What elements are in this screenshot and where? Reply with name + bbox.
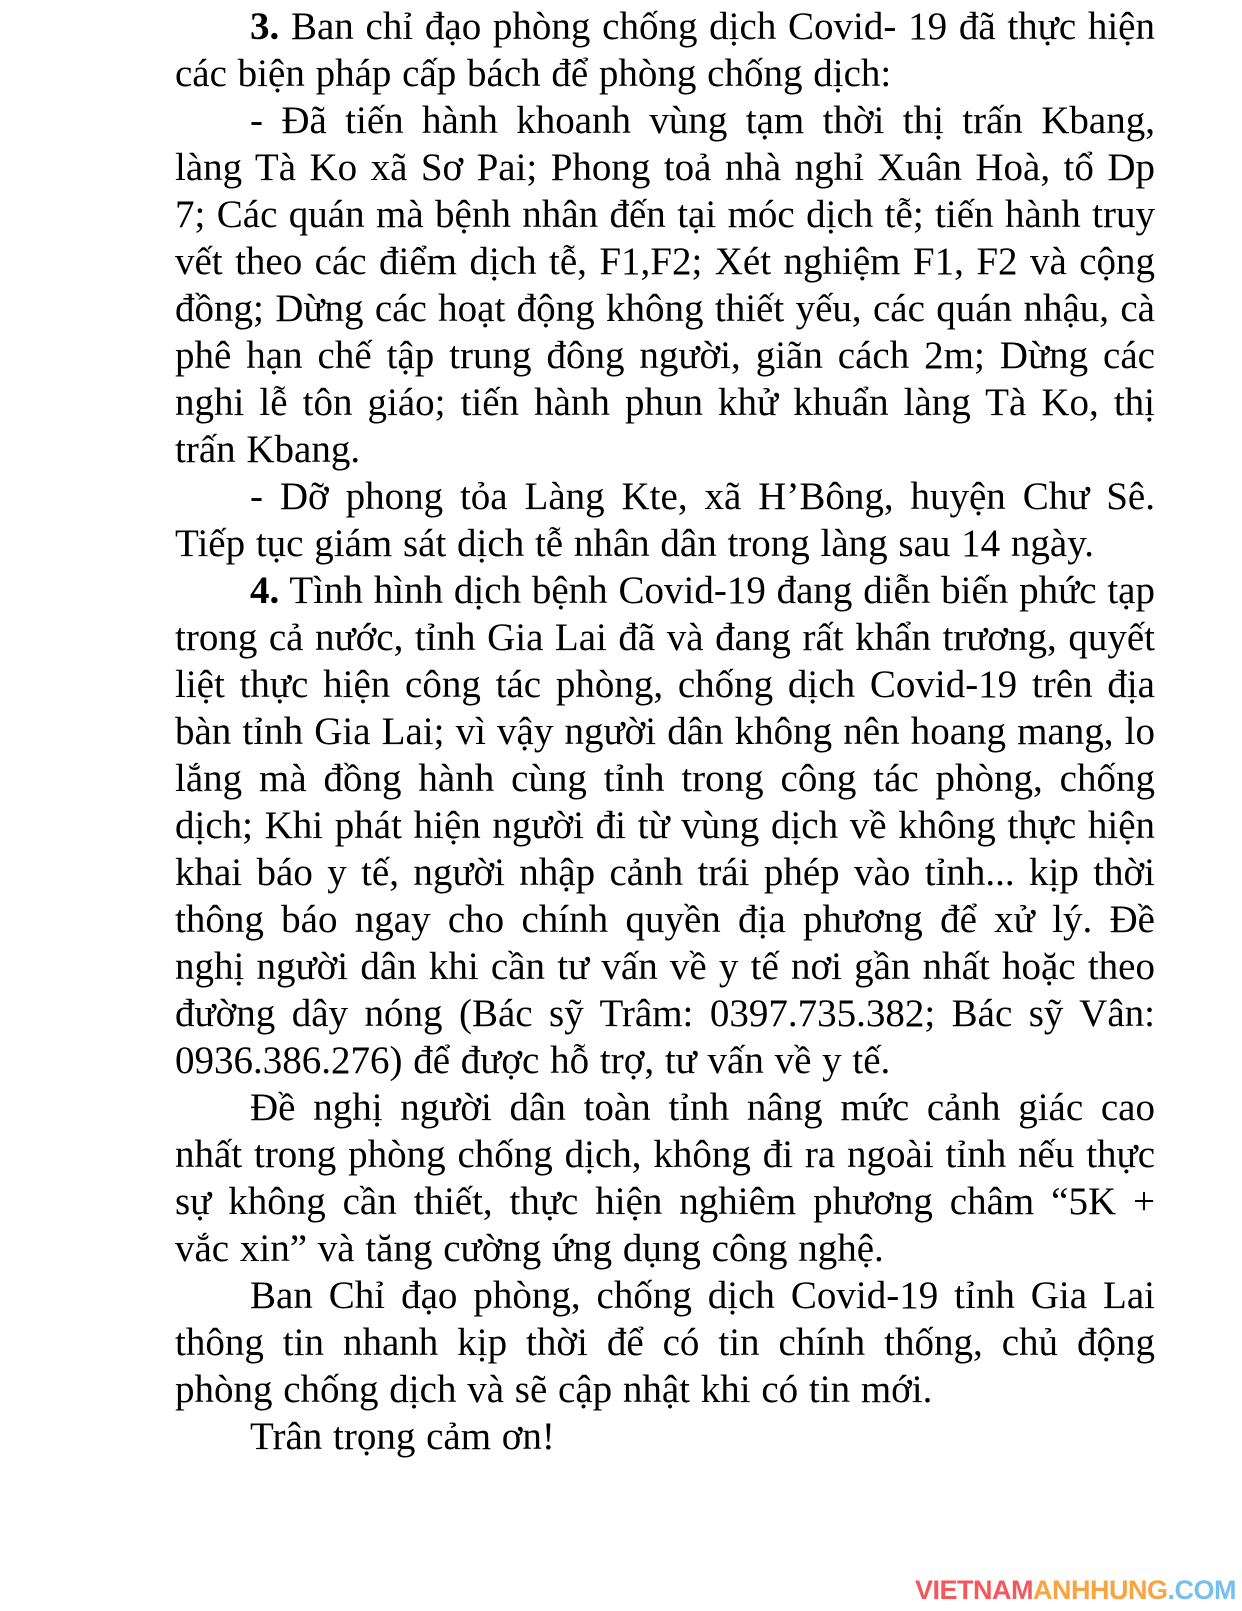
paragraph — [175, 97, 1155, 473]
paragraph — [175, 3, 1155, 97]
paragraph-text: Trân trọng cảm ơn! — [250, 1415, 555, 1458]
paragraph — [175, 567, 1155, 1084]
paragraph — [175, 1272, 1155, 1413]
watermark-com: .COM — [1167, 1575, 1236, 1605]
paragraph-text: Đề nghị người dân toàn tỉnh nâng mức cảnh giác cao nhất trong phòng chống dịch, không đi ra ngoài tỉnh nếu thực sự không cần thiết, thực hiện nghiêm phương châm “5K + vắc xin” và tăng cường ứng dụng công nghệ. — [175, 1086, 1155, 1270]
document-body — [175, 3, 1155, 1460]
paragraph — [175, 1413, 1155, 1460]
paragraph-number: 3. — [250, 5, 280, 48]
paragraph-text: - Đã tiến hành khoanh vùng tạm thời thị trấn Kbang, làng Tà Ko xã Sơ Pai; Phong toả nhà nghỉ Xuân Hoà, tổ Dp 7; Các quán mà bệnh nhân đến tại móc dịch tễ; tiến hành truy vết theo các điểm dịch tễ, F1,F2; Xét nghiệm F1, F2 và cộng đồng; Dừng các hoạt động không thiết yếu, các quán nhậu, cà phê hạn chế tập trung đông người, giãn cách 2m; Dừng các nghi lễ tôn giáo; tiến hành phun khử khuẩn làng Tà Ko, thị trấn Kbang. — [175, 99, 1155, 471]
paragraph-text: Tình hình dịch bệnh Covid-19 đang diễn biến phức tạp trong cả nước, tỉnh Gia Lai đã và đang rất khẩn trương, quyết liệt thực hiện công tác phòng, chống dịch Covid-19 trên địa bàn tỉnh Gia Lai; vì vậy người dân không nên hoang mang, lo lắng mà đồng hành cùng tỉnh trong công tác phòng, chống dịch; Khi phát hiện người đi từ vùng dịch về không thực hiện khai báo y tế, người nhập cảnh trái phép vào tỉnh... kịp thời thông báo ngay cho chính quyền địa phương để xử lý. Đề nghị người dân khi cần tư vấn về y tế nơi gần nhất hoặc theo đường dây nóng (Bác sỹ Trâm: 0397.735.382; Bác sỹ Vân: 0936.386.276) để được hỗ trợ, tư vấn về y tế. — [175, 569, 1155, 1082]
watermark-anhhung: ANHHUNG — [1033, 1575, 1168, 1605]
paragraph-number: 4. — [250, 569, 280, 612]
watermark-vietnam: VIETNAM — [915, 1575, 1033, 1605]
paragraph-text: Ban Chỉ đạo phòng, chống dịch Covid-19 tỉnh Gia Lai thông tin nhanh kịp thời để có tin chính thống, chủ động phòng chống dịch và sẽ cập nhật khi có tin mới. — [175, 1274, 1155, 1411]
paragraph-text: - Dỡ phong tỏa Làng Kte, xã H’Bông, huyện Chư Sê. Tiếp tục giám sát dịch tễ nhân dân trong làng sau 14 ngày. — [175, 475, 1155, 565]
watermark — [915, 1575, 1236, 1606]
paragraph — [175, 1084, 1155, 1272]
paragraph-text: Ban chỉ đạo phòng chống dịch Covid- 19 đã thực hiện các biện pháp cấp bách để phòng chống dịch: — [175, 5, 1155, 95]
paragraph — [175, 473, 1155, 567]
